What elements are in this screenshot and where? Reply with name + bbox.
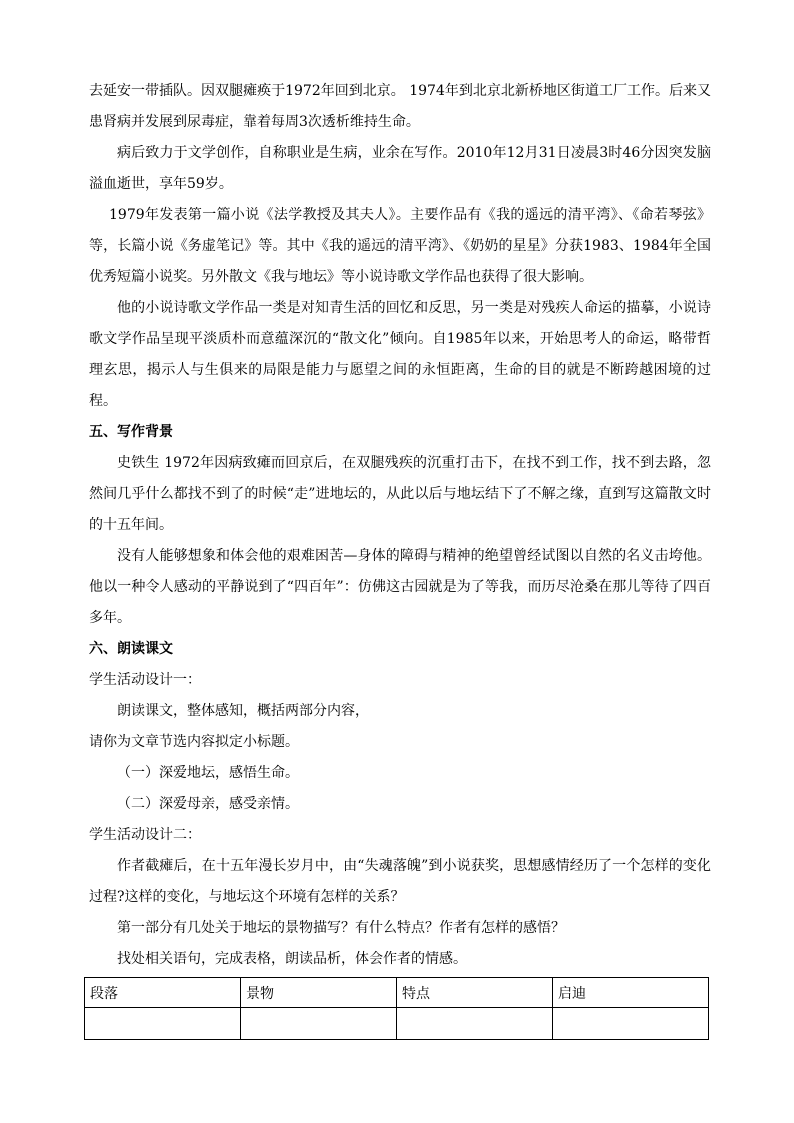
table-cell [397,1008,553,1040]
paragraph-works: 1979年发表第一篇小说《法学教授及其夫人》。主要作品有《我的遥远的清平湾》、《命若琴弦》等，长篇小说《务虚笔记》等。其中《我的遥远的清平湾》、《奶奶的星星》分获1983、1984年全国优秀短篇小说奖。另外散文《我与地坛》等小说诗歌文学作品也获得了很大影响。 [89,207,711,285]
activity-2-question: 第一部分有几处关于地坛的景物描写？有什么特点？作者有怎样的感悟？ [117,920,565,936]
activity-2-paragraph: 作者截瘫后，在十五年漫长岁月中，由“失魂落魄”到小说获奖，思想感情经历了一个怎样的变化过程?这样的变化，与地坛这个环境有怎样的关系？ [89,858,711,905]
activity-2-task: 找处相关语句，完成表格，朗读品析，体会作者的情感。 [117,951,467,967]
table-cell [85,1008,241,1040]
table-header-cell: 特点 [397,978,553,1008]
paragraph-background-2: 没有人能够想象和体会他的艰难困苦—身体的障碍与精神的绝望曾经试图以自然的名义击垮他。他以一种令人感动的平静说到了“四百年”：仿佛这古园就是为了等我，而历尽沧桑在那儿等待了四百多年。 [89,548,711,626]
document-page [89,76,711,1040]
table-header-cell: 景物 [241,978,397,1008]
paragraph-bio-2: 病后致力于文学创作，自称职业是生病，业余在写作。2010年12月31日凌晨3时46分因突发脑溢血逝世，享年59岁。 [89,145,711,192]
subtitle-item-2: （二）深爱母亲，感受亲情。 [117,796,299,812]
paragraph-bio-1: 去延安一带插队。因双腿瘫痪于1972年回到北京。 1974年到北京北新桥地区街道工厂工作。后来又患肾病并发展到尿毒症，靠着每周3次透析维持生命。 [89,83,711,130]
table-cell [241,1008,397,1040]
analysis-table [84,977,709,1040]
section-heading-reading: 六、朗读课文 [89,641,173,657]
activity-1-line-2: 请你为文章节选内容拟定小标题。 [89,734,299,750]
activity-1-line-1: 朗读课文，整体感知，概括两部分内容， [117,703,369,719]
table-header-cell: 启迪 [553,978,709,1008]
activity-2-title: 学生活动设计二： [89,827,201,843]
table-cell [553,1008,709,1040]
table-header-cell: 段落 [85,978,241,1008]
table-header-row [85,978,709,1008]
activity-1-title: 学生活动设计一： [89,672,201,688]
section-heading-background: 五、写作背景 [89,424,173,440]
subtitle-item-1: （一）深爱地坛，感悟生命。 [117,765,299,781]
paragraph-style: 他的小说诗歌文学作品一类是对知青生活的回忆和反思，另一类是对残疾人命运的描摹，小说诗歌文学作品呈现平淡质朴而意蕴深沉的“散文化”倾向。自1985年以来，开始思考人的命运，略带哲理玄思，揭示人与生俱来的局限是能力与愿望之间的永恒距离，生命的目的就是不断跨越困境的过程。 [89,300,711,409]
table-row [85,1008,709,1040]
paragraph-background-1: 史铁生 1972年因病致瘫而回京后，在双腿残疾的沉重打击下，在找不到工作，找不到去路，忽然间几乎什么都找不到了的时候“走”进地坛的，从此以后与地坛结下了不解之缘，直到写这篇散文时的十五年间。 [89,455,711,533]
